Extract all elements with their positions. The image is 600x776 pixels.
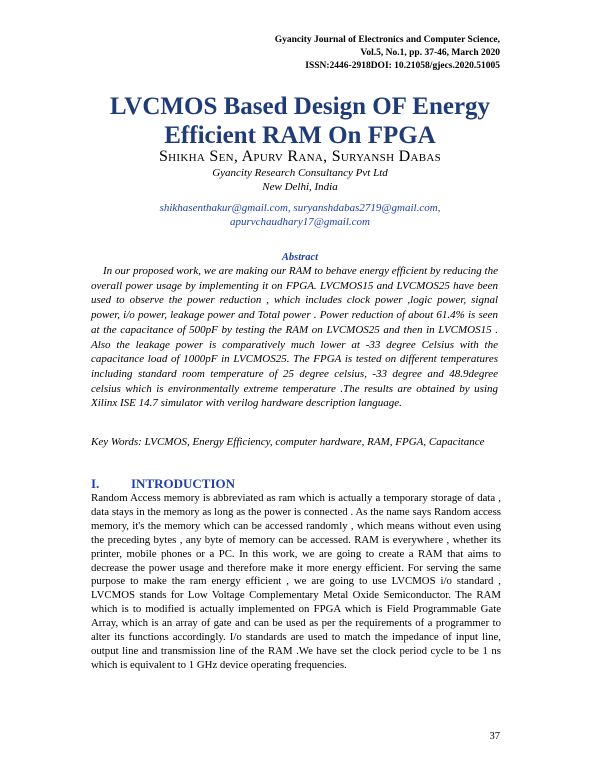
abstract-text: In our proposed work, we are making our RAM to behave energy efficient by reducing the overall power usage by implementing it on FPGA. LVCMOS15 and LVCMOS25 have been used to observe the power reduction , which includes clock power ,logic power, signal power, i/o power, leakage power and Total power . Power reduction of about 61.4% is seen at the capacitance of 500pF by testing the RAM on LVCMOS25 and then in LVCMOS15 . Also the leakage power is comparatively much lower at -33 degree Celsius with the capacitance load of 1000pF in LVCMOS25. The FPGA is tested on different temperatures including standard room temperature of 25 degree celsius, -33 degree and 48.9degree celsius which is environmentally extreme temperature .The results are obtained by using Xilinx ISE 14.7 simulator with verilog hardware description language.: [91, 265, 498, 410]
section-title: INTRODUCTION: [131, 476, 236, 491]
section-heading-introduction: [91, 476, 235, 492]
journal-name: Gyancity Journal of Electronics and Computer Science,: [274, 35, 500, 45]
page-number: 37: [489, 731, 500, 742]
section-number: I.: [91, 476, 100, 491]
affiliation: [60, 166, 540, 194]
author-emails: [80, 201, 520, 229]
affiliation-org: Gyancity Research Consultancy Pvt Ltd: [212, 167, 388, 179]
title-line-1: LVCMOS Based Design OF Energy: [109, 93, 491, 120]
introduction-paragraph: Random Access memory is abbreviated as ram which is actually a temporary storage of data , data stays in the memory as long as the power is connected . As the name says Random access memory, it's the memory which can be accessed randomly , which means without even using the preceding bytes , any byte of memory can be accessed. RAM is everywhere , whether its printer, mobile phones or a PC. In this work, we are going to create a RAM that aims to decrease the power usage and therefore make it more energy efficient. For serving the same purpose to make the ram energy efficient , we are going to use LVCMOS i/o standard , LVCMOS stands for Low Voltage Complementary Metal Oxide Semiconductor. The RAM which is to modified is actually implemented on FPGA which is Field Programmable Gate Array, which is an array of gate and can be used as per the requirements of a programmer to alter its functions accordingly. I/o standards are used to match the impedance of input line, output line and transmission line of the RAM .We have set the clock period cycle to be 1 ns which is equivalent to 1 GHz device operating frequencies.: [91, 492, 501, 671]
title-line-2: Efficient RAM On FPGA: [164, 122, 436, 149]
email-line-2: apurvchaudhary17@gmail.com: [230, 216, 370, 228]
abstract-body: [91, 264, 498, 411]
keywords: Key Words: LVCMOS, Energy Efficiency, computer hardware, RAM, FPGA, Capacitance: [91, 436, 485, 448]
affiliation-location: New Delhi, India: [262, 181, 338, 193]
introduction-body: [91, 492, 501, 673]
journal-volume: Vol.5, No.1, pp. 37-46, March 2020: [360, 48, 500, 58]
paper-title: [60, 92, 540, 150]
author-list: Shikha Sen, Apurv Rana, Suryansh Dabas: [158, 148, 442, 165]
email-line-1: shikhasenthakur@gmail.com, suryanshdabas2719@gmail.com,: [159, 202, 441, 214]
journal-issn-doi: ISSN:2446-2918DOI: 10.21058/gjecs.2020.51005: [305, 61, 500, 71]
abstract-heading: Abstract: [281, 252, 319, 263]
journal-header: [180, 34, 500, 73]
